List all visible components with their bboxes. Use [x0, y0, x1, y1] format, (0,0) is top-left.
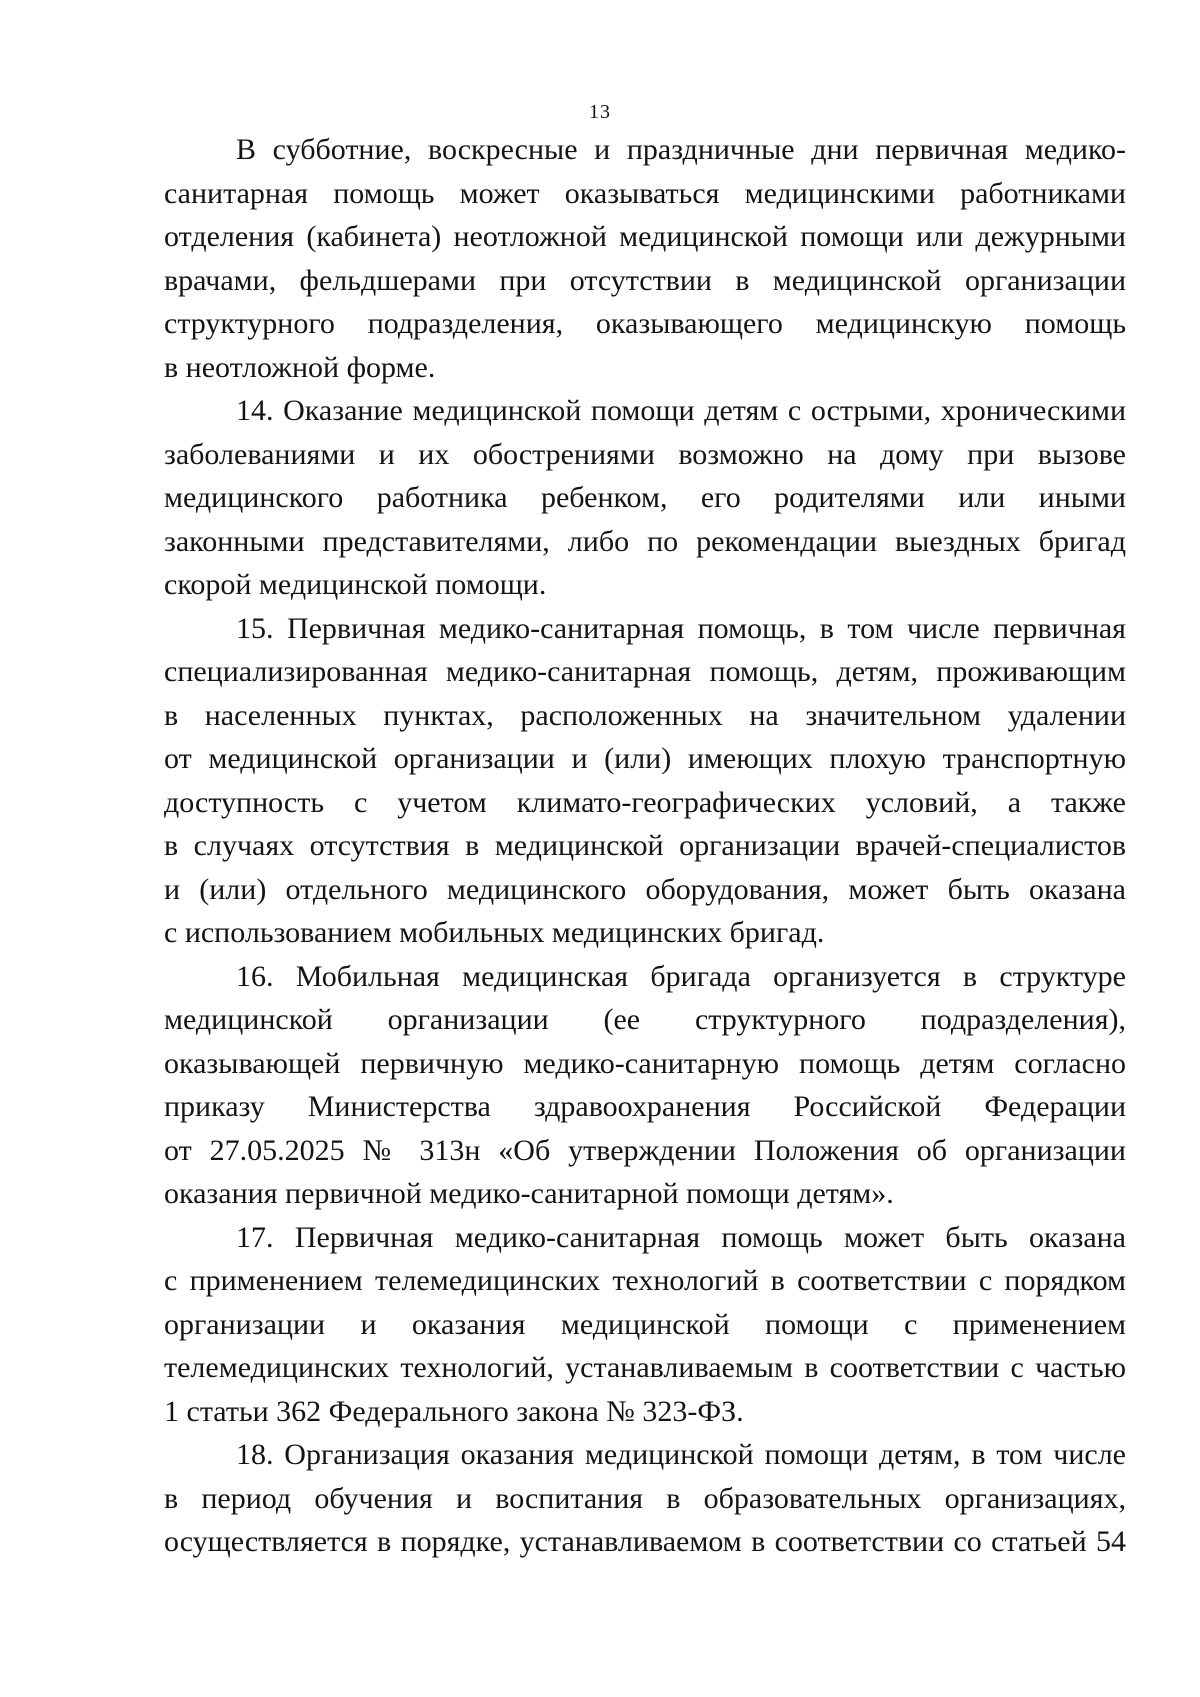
text-line: В субботние, воскресные и праздничные дни первичная медико-	[236, 133, 1126, 166]
paragraph	[164, 1216, 1126, 1434]
text-line: от медицинской организации и (или) имеющих плохую транспортную	[164, 742, 1126, 775]
text-line: осуществляется в порядке, устанавливаемом в соответствии со статьей 54	[164, 1525, 1126, 1558]
text-line: специализированная медико-санитарная помощь, детям, проживающим	[164, 655, 1126, 688]
text-line: приказу Министерства здравоохранения Российской Федерации	[164, 1090, 1126, 1123]
text-line: в случаях отсутствия в медицинской организации врачей-специалистов	[164, 829, 1126, 862]
paragraph	[164, 1433, 1126, 1564]
text-line: в период обучения и воспитания в образовательных организациях,	[164, 1481, 1126, 1515]
paragraph	[164, 955, 1126, 1216]
text-line: законными представителями, либо по рекомендации выездных бригад	[164, 524, 1126, 558]
text-line: 14. Оказание медицинской помощи детям с острыми, хроническими	[236, 394, 1126, 427]
text-line: врачами, фельдшерами при отсутствии в медицинской организации	[164, 263, 1126, 297]
paragraph	[164, 607, 1126, 955]
text-line: с применением телемедицинских технологий в соответствии с порядком	[164, 1264, 1126, 1297]
text-line: в неотложной форме.	[164, 350, 436, 384]
text-line: от 27.05.2025 № 313н «Об утверждении Положения об организации	[164, 1133, 1126, 1167]
text-line: 16. Мобильная медицинская бригада организуется в структуре	[236, 959, 1126, 993]
text-line: и (или) отдельного медицинского оборудования, может быть оказана	[164, 872, 1126, 906]
text-line: скорой медицинской помощи.	[164, 568, 547, 601]
document-body	[164, 128, 1126, 1564]
text-line: в населенных пунктах, расположенных на значительном удалении	[164, 698, 1126, 732]
page-number: 13	[589, 101, 611, 123]
text-line: доступность с учетом климато-географических условий, а также	[164, 785, 1126, 819]
text-line: санитарная помощь может оказываться медицинскими работниками	[164, 176, 1126, 210]
text-line: 18. Организация оказания медицинской помощи детям, в том числе	[236, 1438, 1126, 1471]
text-line: 17. Первичная медико-санитарная помощь может быть оказана	[236, 1220, 1126, 1254]
text-line: медицинского работника ребенком, его родителями или иными	[164, 481, 1126, 514]
text-line: отделения (кабинета) неотложной медицинской помощи или дежурными	[164, 220, 1126, 253]
text-line: организации и оказания медицинской помощи с применением	[164, 1307, 1126, 1341]
text-line: 1 статьи 362 Федерального закона № 323-ФЗ.	[164, 1394, 744, 1428]
text-line: оказывающей первичную медико-санитарную помощь детям согласно	[164, 1046, 1126, 1080]
text-line: оказания первичной медико-санитарной помощи детям».	[164, 1177, 894, 1210]
text-line: заболеваниями и их обострениями возможно на дому при вызове	[164, 437, 1126, 471]
paragraph	[164, 128, 1126, 389]
text-line: с использованием мобильных медицинских бригад.	[164, 916, 825, 949]
text-line: структурного подразделения, оказывающего медицинскую помощь	[164, 307, 1126, 340]
paragraph	[164, 389, 1126, 607]
text-line: 15. Первичная медико-санитарная помощь, в том числе первичная	[236, 611, 1126, 645]
text-line: телемедицинских технологий, устанавливаемым в соответствии с частью	[164, 1351, 1126, 1384]
text-line: медицинской организации (ее структурного подразделения),	[164, 1003, 1126, 1036]
